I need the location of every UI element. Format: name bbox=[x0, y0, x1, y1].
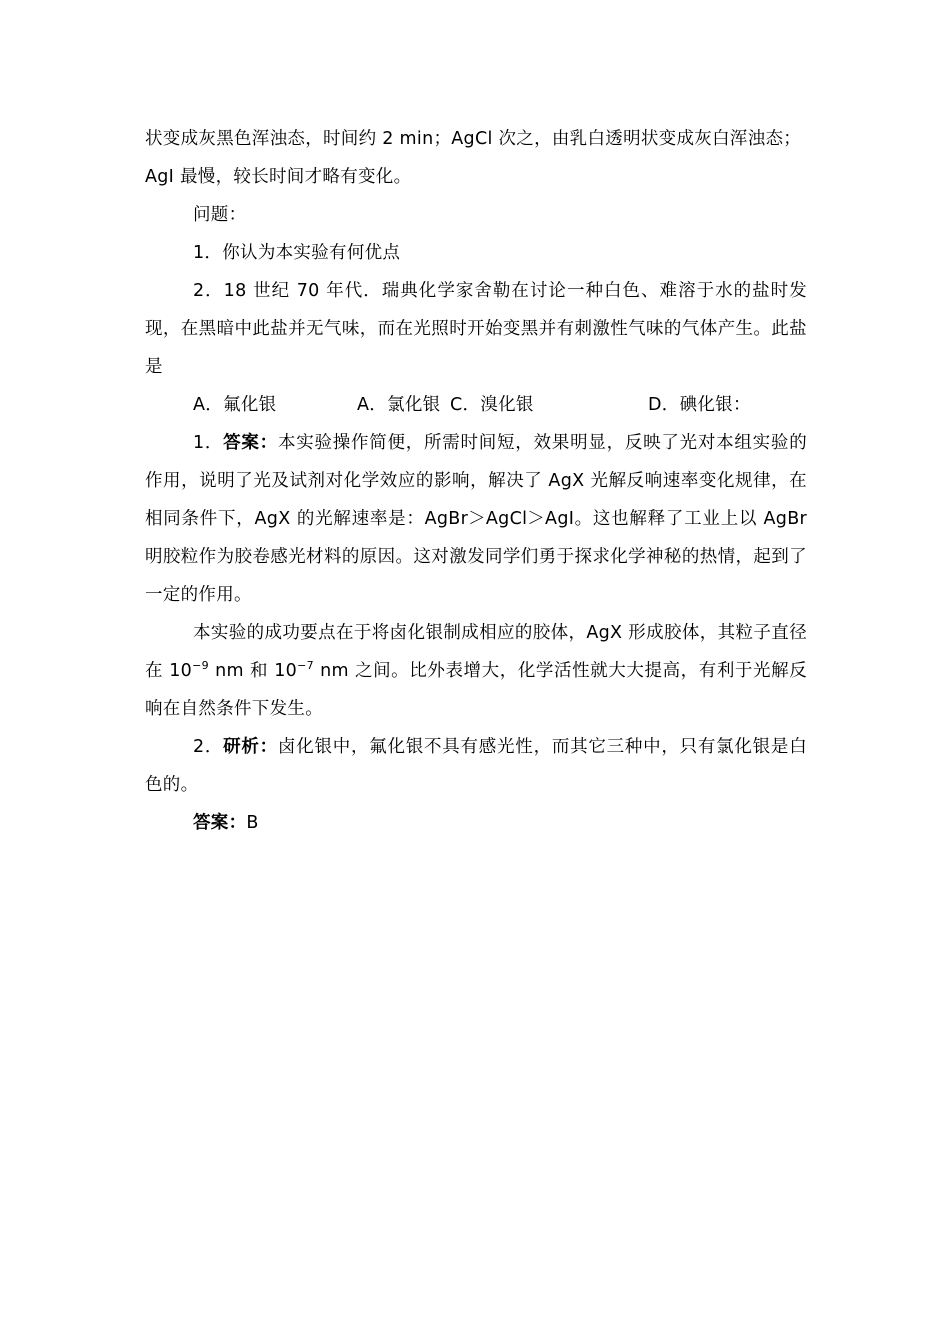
analysis-2-number: 2． bbox=[193, 737, 224, 757]
question-2: 2．18 世纪 70 年代．瑞典化学家舍勒在讨论一种白色、难溶于水的盐时发现，在黑暗中此盐并无气味，而在光照时开始变黑并有刺激性气味的气体产生。此盐是 bbox=[145, 281, 807, 377]
answer-1-number: 1． bbox=[193, 433, 224, 453]
explanation-part-3: nm 之间。比外表增大，化学活性就大大提高，有利于光解反响在自然条件下发生。 bbox=[145, 661, 808, 719]
analysis-2-text: 卤化银中，氟化银不具有感光性，而其它三种中，只有氯化银是白色的。 bbox=[145, 737, 807, 795]
answer-1-text: 本实验操作简便，所需时间短，效果明显，反映了光对本组实验的作用，说明了光及试剂对化学效应的影响，解决了 AgX 光解反响速率变化规律，在相同条件下，AgX 的光解速率是：AgBr＞AgCl＞AgI。这也解释了工业上以 AgBr 明胶粒作为胶卷感光材料的原因。这对激发同学们勇于探求化学神秘的热情，起到了一定的作用。 bbox=[145, 433, 807, 605]
option-b: A．氯化银 bbox=[357, 395, 441, 415]
answer-1-label: 答案： bbox=[223, 433, 278, 453]
explanation-part-2: nm 和 10 bbox=[208, 661, 298, 681]
question-1: 1．你认为本实验有何优点 bbox=[193, 243, 401, 263]
answer-2-value: B bbox=[246, 813, 259, 833]
answer-1-explanation bbox=[145, 614, 807, 728]
exponent-1: −9 bbox=[192, 659, 209, 672]
document-page bbox=[145, 120, 807, 842]
answer-2-paragraph bbox=[145, 804, 807, 842]
exponent-2: −7 bbox=[297, 659, 314, 672]
analysis-2-paragraph bbox=[145, 728, 807, 804]
analysis-2-label: 研析： bbox=[223, 737, 278, 757]
questions-heading: 问题： bbox=[193, 205, 247, 225]
answer-options bbox=[145, 386, 807, 424]
answer-2-label: 答案： bbox=[193, 813, 247, 833]
intro-paragraph bbox=[145, 120, 807, 196]
option-a: A．氟化银 bbox=[193, 395, 277, 415]
intro-line-2: AgI 最慢，较长时间才略有变化。 bbox=[145, 167, 412, 187]
intro-line-1: 状变成灰黑色浑浊态，时间约 2 min；AgCl 次之，由乳白透明状变成灰白浑浊态； bbox=[145, 129, 802, 149]
option-d: D．碘化银： bbox=[648, 395, 751, 415]
answer-1-paragraph bbox=[145, 424, 807, 614]
explanation-part-1: 本实验的成功要点在于将卤化银制成相应的胶体，AgX 形成胶体，其粒子直径在 10 bbox=[145, 623, 807, 681]
option-c: C．溴化银 bbox=[450, 395, 534, 415]
